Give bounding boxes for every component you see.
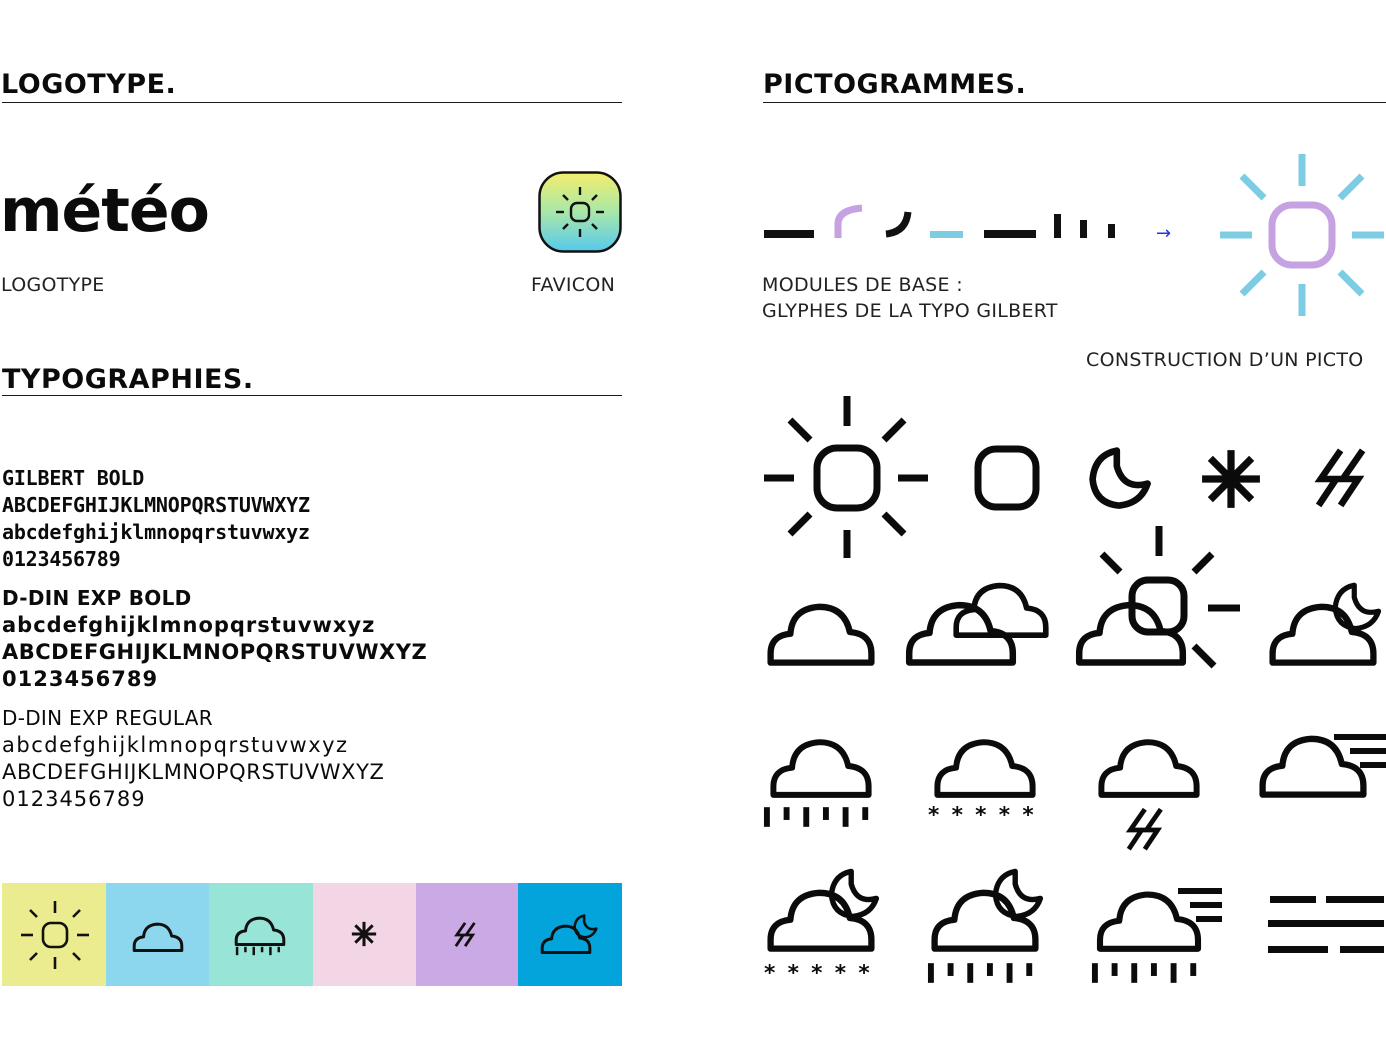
font-sample-din-bold-lower: abcdefghijklmnopqrstuvwxyz <box>2 613 376 637</box>
sun-behind-cloud-icon <box>1079 526 1240 666</box>
font-sample-gilbert-digits: 0123456789 <box>2 547 121 571</box>
swatch-cloud <box>106 883 210 986</box>
modules-caption-2: GLYPHES DE LA TYPO GILBERT <box>762 300 1058 322</box>
construction-picto <box>1218 152 1386 318</box>
windy-cloud-icon <box>1263 734 1386 795</box>
lightning-icon <box>416 883 520 986</box>
snowflake-icon <box>1202 450 1260 508</box>
logotype-rule <box>2 102 622 103</box>
font-name-din-regular: D-DIN EXP REGULAR <box>2 706 213 730</box>
night-snow-cloud-icon <box>764 871 876 985</box>
fog-icon <box>1268 896 1384 953</box>
font-sample-din-regular-lower: abcdefghijklmnopqrstuvwxyz <box>2 733 349 757</box>
snow-cloud-icon <box>928 742 1034 828</box>
rain-cloud-icon <box>209 883 313 986</box>
typographies-title: TYPOGRAPHIES. <box>2 364 254 395</box>
modules-caption-1: MODULES DE BASE : <box>762 274 963 296</box>
swatch-snow <box>313 883 417 986</box>
pictogrammes-title: PICTOGRAMMES. <box>763 69 1027 100</box>
font-sample-gilbert-lower: abcdefghijklmnopqrstuvwxyz <box>2 520 310 544</box>
favicon-caption: FAVICON <box>531 274 616 296</box>
sun-icon <box>2 883 106 986</box>
sun-icon <box>764 396 928 558</box>
font-sample-gilbert-upper: ABCDEFGHIJKLMNOPQRSTUVWXYZ <box>2 493 310 517</box>
double-cloud-icon <box>909 586 1046 663</box>
cloud-moon-icon <box>1273 585 1379 662</box>
font-sample-din-regular-upper: ABCDEFGHIJKLMNOPQRSTUVWXYZ <box>2 760 385 784</box>
font-sample-din-bold-upper: ABCDEFGHIJKLMNOPQRSTUVWXYZ <box>2 640 428 664</box>
swatch-night <box>518 883 622 986</box>
windy-rain-cloud-icon <box>1092 888 1222 983</box>
construction-caption: CONSTRUCTION D’UN PICTO <box>1086 349 1364 371</box>
base-modules <box>762 200 1122 250</box>
font-sample-din-bold-digits: 0123456789 <box>2 667 159 691</box>
swatch-sun <box>2 883 106 986</box>
font-sample-din-regular-digits: 0123456789 <box>2 787 146 811</box>
rain-cloud-icon <box>764 742 869 827</box>
icon-grid <box>760 390 1386 990</box>
logotype-title: LOGOTYPE. <box>1 69 177 100</box>
arrow-icon: → <box>1156 223 1172 244</box>
pictogrammes-rule <box>763 102 1386 103</box>
logotype-wordmark: météo <box>0 176 209 246</box>
favicon <box>538 171 622 253</box>
lightning-icon <box>1319 450 1363 505</box>
storm-cloud-icon <box>1101 742 1196 849</box>
cloud-moon-icon <box>518 883 622 986</box>
font-name-gilbert: GILBERT BOLD <box>2 466 145 490</box>
font-name-din-bold: D-DIN EXP BOLD <box>2 586 192 610</box>
snowflake-icon <box>313 883 417 986</box>
logotype-caption: LOGOTYPE <box>1 274 105 296</box>
swatch-storm <box>416 883 520 986</box>
cloud-icon <box>106 883 210 986</box>
night-rain-cloud-icon <box>928 871 1040 982</box>
moon-disc-icon <box>978 449 1036 507</box>
typographies-rule <box>2 395 622 396</box>
moon-icon <box>1093 451 1148 506</box>
swatch-rain <box>209 883 313 986</box>
cloud-icon <box>771 607 872 663</box>
